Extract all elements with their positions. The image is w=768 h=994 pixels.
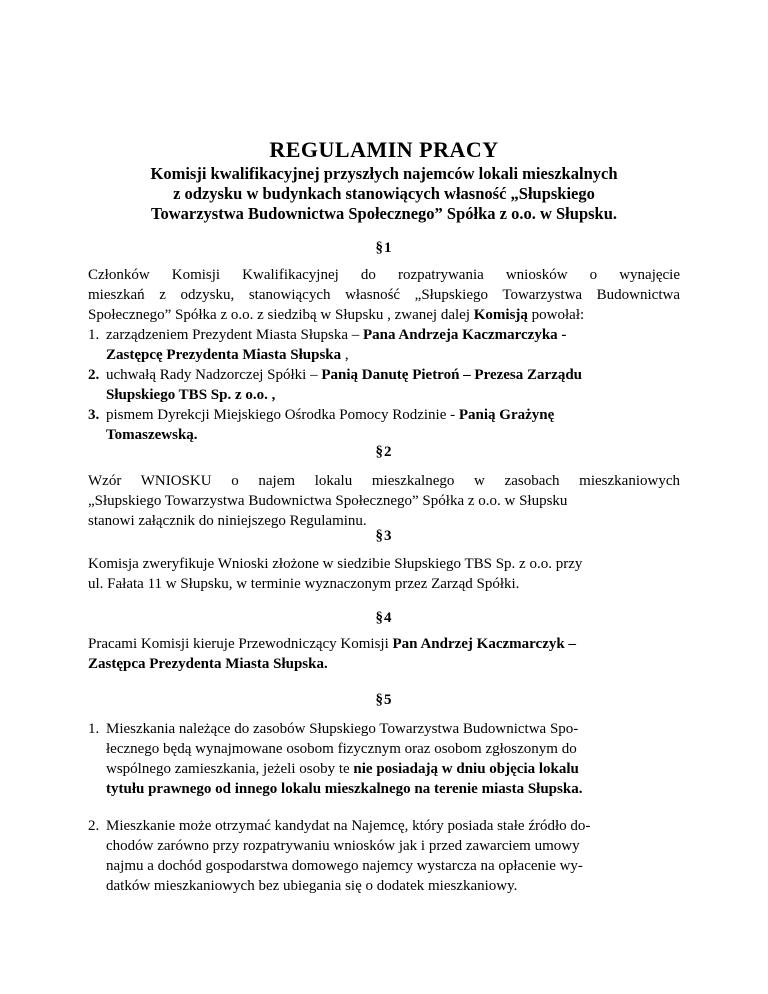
section-1-item-3-line-2: Tomaszewską.	[106, 427, 198, 443]
section-1-item-3-line-1: pismem Dyrekcji Miejskiego Ośrodka Pomocy Rodzinie - Panią Grażynę	[106, 407, 555, 423]
section-1-item-1-line-2: Zastępcę Prezydenta Miasta Słupska ,	[106, 347, 349, 363]
section-3-line-1: Komisja zweryfikuje Wnioski złożone w siedzibie Słupskiego TBS Sp. z o.o. przy	[88, 556, 583, 572]
document-title: REGULAMIN PRACY	[269, 137, 499, 162]
section-1-intro-line-3: Społecznego” Spółka z o.o. z siedzibą w Słupsku , zwanej dalej Komisją powołał:	[88, 307, 585, 323]
section-2-line-1: Wzór WNIOSKU o najem lokalu mieszkalnego w zasobach mieszkaniowych	[88, 473, 680, 489]
section-1-item-1-line-1: zarządzeniem Prezydent Miasta Słupska – Pana Andrzeja Kaczmarczyka -	[106, 327, 567, 343]
section-5-heading: §5	[375, 692, 393, 708]
section-1-heading: §1	[375, 240, 393, 256]
section-5-point-1-line-4: tytułu prawnego od innego lokalu mieszkalnego na terenie miasta Słupska.	[106, 781, 583, 797]
subtitle-line-2: z odzysku w budynkach stanowiących własność „Słupskiego	[173, 184, 595, 203]
section-5-point-2-line-4: datków mieszkaniowych bez ubiegania się o dodatek mieszkaniowy.	[106, 878, 518, 894]
section-5-point-1-line-1: Mieszkania należące do zasobów Słupskiego Towarzystwa Budownictwa Spo-	[106, 721, 579, 737]
section-5-point-1-number: 1.	[88, 721, 100, 737]
section-1-intro-line-1: Członków Komisji Kwalifikacyjnej do rozpatrywania wniosków o wynajęcie	[88, 267, 680, 283]
subtitle-line-3: Towarzystwa Budownictwa Społecznego” Spółka z o.o. w Słupsku.	[150, 204, 618, 223]
section-5-point-1-line-2: łecznego będą wynajmowane osobom fizycznym oraz osobom zgłoszonym do	[106, 741, 577, 757]
subtitle-line-1: Komisji kwalifikacyjnej przyszłych najemców lokali mieszkalnych	[150, 164, 618, 183]
section-1-intro-line-2: mieszkań z odzysku, stanowiących własność „Słupskiego Towarzystwa Budownictwa	[88, 287, 680, 303]
section-5-point-2-line-2: chodów zarówno przy rozpatrywaniu wniosków jak i przed zawarciem umowy	[106, 838, 580, 854]
section-5-point-1-line-3: wspólnego zamieszkania, jeżeli osoby te nie posiadają w dniu objęcia lokalu	[106, 761, 579, 777]
section-3-heading: §3	[375, 528, 393, 544]
section-1-item-2-number: 2.	[88, 367, 100, 383]
section-2-line-2: „Słupskiego Towarzystwa Budownictwa Społecznego” Spółka z o.o. w Słupsku	[88, 493, 568, 509]
section-2-line-3: stanowi załącznik do niniejszego Regulaminu.	[88, 513, 367, 529]
section-4-heading: §4	[375, 610, 393, 626]
section-4-line-1: Pracami Komisji kieruje Przewodniczący Komisji Pan Andrzej Kaczmarczyk –	[88, 636, 576, 652]
section-1-item-1-number: 1.	[88, 327, 100, 343]
section-5-point-2-line-1: Mieszkanie może otrzymać kandydat na Najemcę, który posiada stałe źródło do-	[106, 818, 591, 834]
section-2-heading: §2	[375, 444, 393, 460]
section-1-item-2-line-1: uchwałą Rady Nadzorczej Spółki – Panią Danutę Pietroń – Prezesa Zarządu	[106, 367, 583, 383]
section-5-point-2-line-3: najmu a dochód gospodarstwa domowego najemcy wystarcza na opłacenie wy-	[106, 858, 583, 874]
section-1-item-2-line-2: Słupskiego TBS Sp. z o.o. ,	[106, 387, 276, 403]
section-3-line-2: ul. Fałata 11 w Słupsku, w terminie wyznaczonym przez Zarząd Spółki.	[88, 576, 520, 592]
section-5-point-2-number: 2.	[88, 818, 100, 834]
section-1-item-3-number: 3.	[88, 407, 100, 423]
section-4-line-2: Zastępca Prezydenta Miasta Słupska.	[88, 656, 328, 672]
